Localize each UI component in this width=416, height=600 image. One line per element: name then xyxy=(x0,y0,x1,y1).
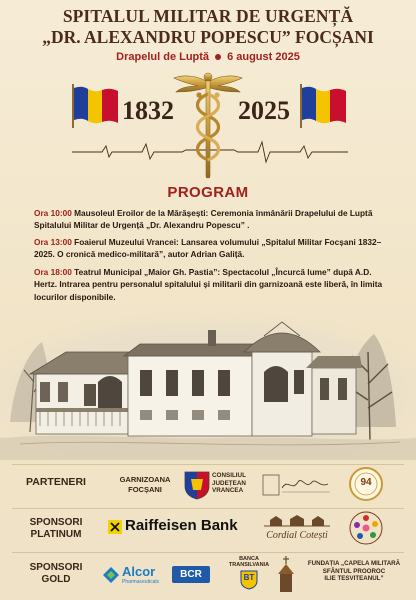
program-text: Foaierul Muzeului Vrancei: Lansarea volumului „Spitalul Militar Focșani 1832–2025. O cronică medico-militară”, autor Adrian Galiță. xyxy=(34,237,382,260)
divider xyxy=(12,508,404,509)
cordial-cotesti-logo-icon xyxy=(262,514,332,528)
alcor-name: Alcor xyxy=(122,564,156,579)
dot-separator xyxy=(215,54,221,60)
signature-logo-icon xyxy=(262,474,332,496)
romanian-flag-right-icon xyxy=(300,84,348,128)
alcor-logo-icon xyxy=(102,566,120,584)
banca-transilvania-label: BANCA TRANSILVANIA xyxy=(228,556,270,569)
program-title: PROGRAM xyxy=(167,184,249,201)
program-text: Teatrul Municipal „Maior Gh. Pastia”: Spectacolul „Încurcă lume” după A.D. Hertz. Intrarea pentru personalul spitalului și militarii din garnizoană este liberă, în limita locurilor disponibile. xyxy=(34,267,383,302)
program-item-3 xyxy=(34,266,394,303)
subtitle-date: 6 august 2025 xyxy=(227,51,300,63)
romanian-flag-left-icon xyxy=(72,84,120,128)
alcor-subtitle: Pharmaceuticals xyxy=(122,579,159,585)
year-start: 1832 xyxy=(122,96,174,125)
partners-label: PARTENERI xyxy=(26,476,86,488)
hospital-building-illustration xyxy=(0,312,416,460)
subtitle xyxy=(0,51,416,63)
program-time: Ora 10:00 xyxy=(34,208,72,218)
partner-consiliu: CONSILIUL JUDEȚEAN VRANCEA xyxy=(212,472,246,495)
title-line-1: SPITALUL MILITAR DE URGENȚĂ xyxy=(62,6,354,26)
program-item-1 xyxy=(34,207,394,232)
cordial-cotesti-name: Cordial Cotești xyxy=(266,530,328,541)
subtitle-flag-text: Drapelul de Luptă xyxy=(116,51,210,63)
bcr-name: BCR xyxy=(180,569,202,580)
program-text: Mausoleul Eroilor de la Mărășești: Ceremonia înmânării Drapelului de Luptă Spitalului Militar de Urgență „Dr. Alexandru Popescu” . xyxy=(34,208,373,231)
caduceus-icon xyxy=(172,70,244,182)
divider xyxy=(12,464,404,465)
vrancea-coat-of-arms-icon xyxy=(184,470,210,500)
charity-circle-logo-icon xyxy=(348,510,384,546)
program-time: Ora 18:00 xyxy=(34,267,72,277)
raiffeisen-bank-name: Raiffeisen Bank xyxy=(125,517,238,534)
banca-transilvania-initials: BT xyxy=(243,573,255,582)
military-chapel-icon xyxy=(276,556,296,592)
bcr-logo xyxy=(172,566,210,583)
program-time: Ora 13:00 xyxy=(34,237,72,247)
partner-garnizoana: GARNIZOANA FOCȘANI xyxy=(119,475,171,494)
platinum-label: SPONSORI PLATINUM xyxy=(29,517,83,540)
raiffeisen-logo-icon xyxy=(108,520,122,534)
divider xyxy=(12,552,404,553)
museum-badge-number: 94 xyxy=(360,477,372,488)
year-end: 2025 xyxy=(238,96,290,125)
foundation-name: FUNDAȚIA „CAPELA MILITARĂ SFÂNTUL PROOROC ILIE TESVITEANUL” xyxy=(307,560,401,583)
title-line-2: „DR. ALEXANDRU POPESCU” FOCȘANI xyxy=(42,27,374,47)
program-item-2 xyxy=(34,236,394,261)
gold-label: SPONSORI GOLD xyxy=(29,562,83,585)
